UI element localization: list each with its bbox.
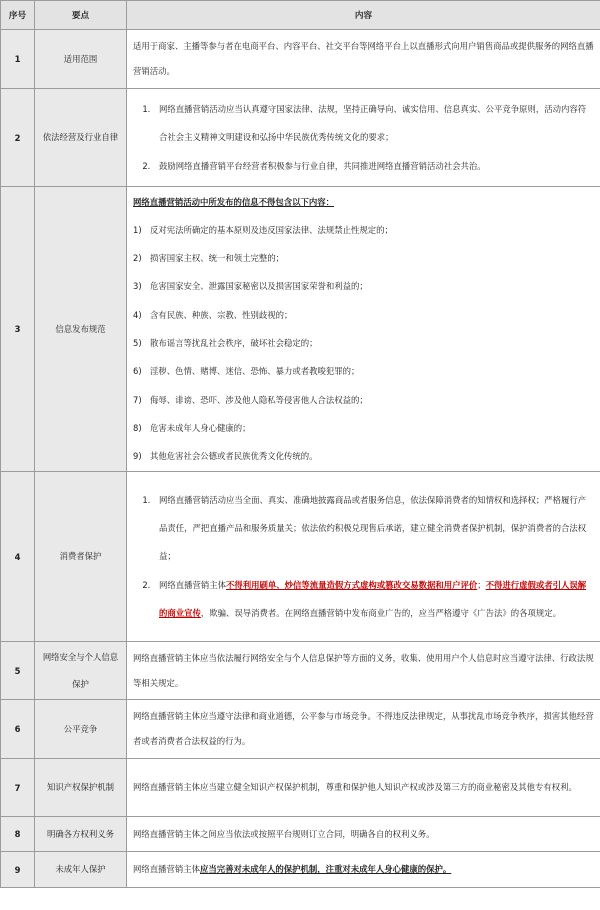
text-plain: ；	[477, 579, 486, 590]
row-content	[127, 472, 600, 642]
table-row	[1, 817, 600, 852]
row-key: 适用范围	[35, 30, 127, 89]
list-item: 9) 其他危害社会公德或者民族优秀文化传统的。	[133, 451, 318, 462]
row-key: 依法经营及行业自律	[35, 89, 127, 187]
list-item: 1) 反对宪法所确定的基本原则及违反国家法律、法规禁止性规定的；	[133, 224, 393, 235]
row-seq: 8	[1, 817, 35, 852]
table-row	[1, 759, 600, 817]
table-row	[1, 30, 600, 89]
table-row	[1, 642, 600, 700]
emphasis-red: 不得利用刷单、炒信等流量造假方式虚构或篡改交易数据和用户评价	[226, 579, 478, 590]
row-seq: 2	[1, 89, 35, 187]
row-content: 网络直播营销主体应当遵守法律和商业道德，公平参与市场竞争。不得违反法律规定，从事扰乱市场竞争秩序，损害其他经营者或者消费者合法权益的行为。	[127, 700, 600, 759]
list-item: 1. 网络直播营销活动应当全面、真实、准确地披露商品或者服务信息，依法保障消费者的知情权和选择权；严格履行产品责任，严把直播产品和服务质量关；依法依约积极兑现售后承诺，建立健全消费者保护机制，保护消费者的合法权益；	[153, 486, 594, 571]
table-row	[1, 187, 600, 472]
row-key: 未成年人保护	[35, 852, 127, 888]
text-plain: ，欺骗、误导消费者。在网络直播营销中发布商业广告的，应当严格遵守《广告法》的各项规定。	[200, 607, 561, 618]
header-seq: 序号	[1, 1, 35, 30]
row-seq: 6	[1, 700, 35, 759]
row-content	[127, 89, 600, 187]
row-key: 网络安全与个人信息保护	[35, 642, 127, 700]
text-plain: 网络直播营销主体	[159, 579, 226, 590]
content-list	[133, 95, 594, 180]
list-item: 8) 危害未成年人身心健康的；	[133, 422, 251, 433]
row-key: 知识产权保护机制	[35, 759, 127, 817]
list-item: 2. 鼓励网络直播营销平台经营者积极参与行业自律，共同推进网络直播营销活动社会共治。	[153, 152, 594, 180]
header-content: 内容	[127, 1, 600, 30]
row-seq: 3	[1, 187, 35, 472]
list-item: 2) 损害国家主权、统一和领土完整的；	[133, 253, 284, 264]
row-seq: 5	[1, 642, 35, 700]
content-lead: 网络直播营销活动中所发布的信息不得包含以下内容：	[133, 196, 334, 207]
row-key: 信息发布规范	[35, 187, 127, 472]
table-header-row	[1, 1, 600, 30]
row-content: 适用于商家、主播等参与者在电商平台、内容平台、社交平台等网络平台上以直播形式向用户销售商品或提供服务的网络直播营销活动。	[127, 30, 600, 89]
emphasis-bold: 应当完善对未成年人的保护机制，注重对未成年人身心健康的保护。	[200, 864, 452, 874]
list-item	[153, 571, 594, 628]
row-content: 网络直播营销主体应当建立健全知识产权保护机制，尊重和保护他人知识产权或涉及第三方的商业秘密及其他专有权利。	[127, 759, 600, 817]
row-key: 公平竞争	[35, 700, 127, 759]
row-key: 消费者保护	[35, 472, 127, 642]
list-item: 7) 侮辱、诽谤、恐吓、涉及他人隐私等侵害他人合法权益的；	[133, 394, 368, 405]
list-item: 4) 含有民族、种族、宗教、性别歧视的；	[133, 309, 293, 320]
table-row	[1, 472, 600, 642]
row-seq: 9	[1, 852, 35, 888]
list-item: 1. 网络直播营销活动应当认真遵守国家法律、法规，坚持正确导向、诚实信用、信息真实、公平竞争原则，活动内容符合社会主义精神文明建设和弘扬中华民族优秀传统文化的要求；	[153, 95, 594, 152]
row-key: 明确各方权利义务	[35, 817, 127, 852]
list-item: 5) 散布谣言等扰乱社会秩序，破坏社会稳定的；	[133, 338, 318, 348]
row-seq: 4	[1, 472, 35, 642]
row-content	[127, 187, 600, 472]
content-list	[133, 486, 594, 627]
row-seq: 7	[1, 759, 35, 817]
table-row	[1, 852, 600, 888]
list-item: 6) 淫秽、色情、赌博、迷信、恐怖、暴力或者教唆犯罪的；	[133, 366, 360, 377]
header-key: 要点	[35, 1, 127, 30]
row-content: 网络直播营销主体之间应当依法或按照平台规则订立合同，明确各自的权利义务。	[127, 817, 600, 852]
table-row	[1, 700, 600, 759]
row-seq: 1	[1, 30, 35, 89]
emphasis-red: 不得进行虚假或者引人误解的商业宣传	[159, 579, 587, 618]
row-content: 网络直播营销主体应当依法履行网络安全与个人信息保护等方面的义务，收集、使用用户个人信息时应当遵守法律、行政法规等相关规定。	[127, 642, 600, 700]
row-content	[127, 852, 600, 888]
list-item: 3) 危害国家安全、泄露国家秘密以及损害国家荣誉和利益的；	[133, 281, 368, 292]
table-row	[1, 89, 600, 187]
text-plain: 网络直播营销主体	[133, 864, 200, 874]
